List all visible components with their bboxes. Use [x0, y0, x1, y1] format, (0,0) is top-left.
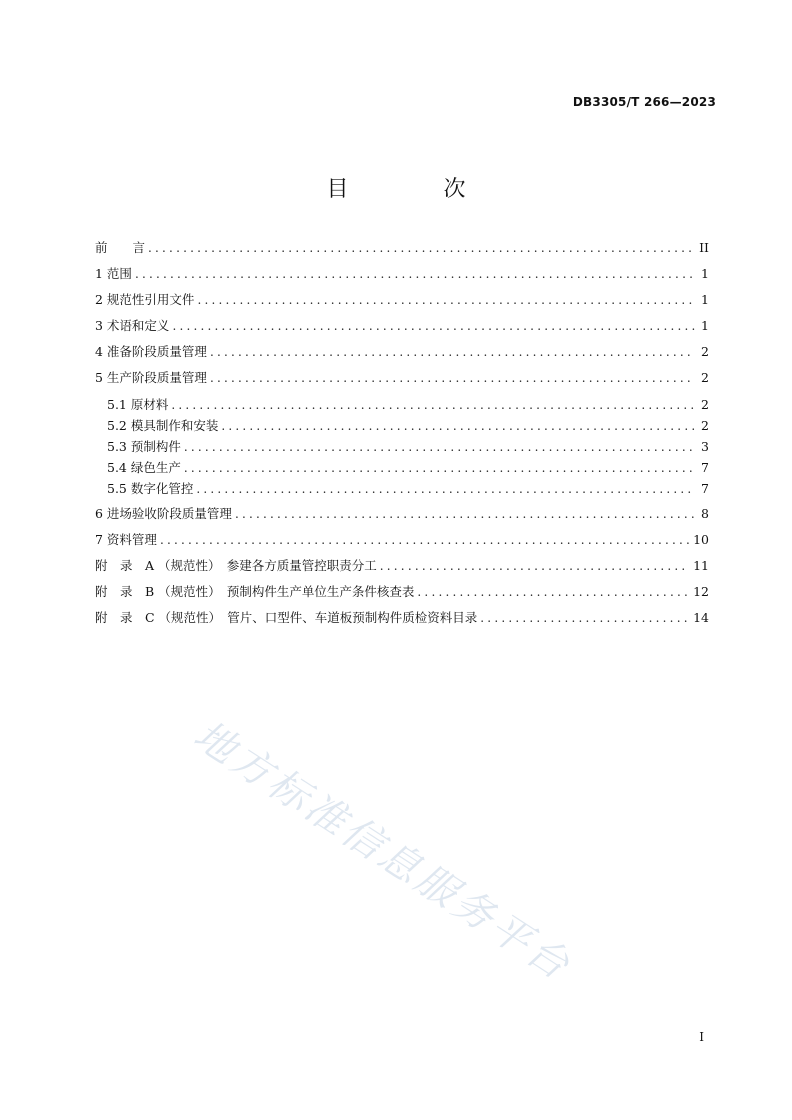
- toc-entry-label: 1 范围: [95, 266, 132, 281]
- toc-entry-page: 1: [701, 266, 709, 281]
- toc-leader-dots: [184, 436, 695, 458]
- toc-leader-dots: [196, 478, 695, 500]
- document-code: DB3305/T 266—2023: [572, 95, 716, 109]
- toc-entry-preparation-stage[interactable]: [95, 341, 709, 363]
- toc-entry-page: 2: [701, 397, 709, 412]
- toc-entry-page: 2: [701, 370, 709, 385]
- toc-entry-label: 7 资料管理: [95, 532, 157, 547]
- toc-entry-label: 附 录 C （规范性） 管片、口型件、车道板预制构件质检资料目录: [95, 610, 478, 625]
- toc-entry-page: 11: [693, 558, 709, 573]
- toc-entry-terms[interactable]: [95, 315, 709, 337]
- toc-entry-label: 附 录 A （规范性） 参建各方质量管控职责分工: [95, 558, 377, 573]
- toc-entry-mold-fabrication[interactable]: [107, 415, 709, 437]
- toc-entry-label: 5.4 绿色生产: [107, 460, 181, 475]
- toc-entry-digital-control[interactable]: [107, 478, 709, 500]
- toc-entry-appendix-b[interactable]: [95, 581, 709, 603]
- toc-entry-green-production[interactable]: [107, 457, 709, 479]
- toc-entry-page: 12: [693, 584, 709, 599]
- toc-entry-label: 4 准备阶段质量管理: [95, 344, 207, 359]
- toc-entry-foreword[interactable]: [95, 237, 709, 259]
- toc-entry-label: 前 言: [95, 240, 146, 255]
- toc-entry-scope[interactable]: [95, 263, 709, 285]
- toc-entry-appendix-a[interactable]: [95, 555, 709, 577]
- toc-leader-dots: [417, 581, 689, 603]
- toc-leader-dots: [148, 237, 695, 259]
- toc-entry-page: 14: [693, 610, 709, 625]
- toc-leader-dots: [210, 341, 695, 363]
- toc-entry-page: 10: [693, 532, 709, 547]
- toc-entry-raw-materials[interactable]: [107, 394, 709, 416]
- toc-entry-appendix-c[interactable]: [95, 607, 709, 629]
- toc-leader-dots: [171, 394, 695, 416]
- toc-entry-label: 3 术语和定义: [95, 318, 170, 333]
- toc-entry-page: 1: [701, 318, 709, 333]
- watermark-text: 地方标准信息服务平台: [185, 712, 580, 991]
- toc-entry-page: 1: [701, 292, 709, 307]
- toc-entry-label: 5 生产阶段质量管理: [95, 370, 207, 385]
- toc-entry-page: 7: [701, 481, 709, 496]
- toc-leader-dots: [210, 367, 695, 389]
- toc-title: 目 次: [326, 177, 510, 202]
- toc-entry-page: 2: [701, 344, 709, 359]
- toc-entry-precast-components[interactable]: [107, 436, 709, 458]
- toc-leader-dots: [235, 503, 695, 525]
- toc-entry-label: 5.2 模具制作和安装: [107, 418, 219, 433]
- toc-leader-dots: [221, 415, 695, 437]
- toc-entry-page: 7: [701, 460, 709, 475]
- toc-leader-dots: [197, 289, 695, 311]
- toc-entry-label: 5.1 原材料: [107, 397, 169, 412]
- toc-entry-normative-references[interactable]: [95, 289, 709, 311]
- toc-entry-page: II: [699, 240, 709, 255]
- toc-leader-dots: [135, 263, 695, 285]
- toc-leader-dots: [480, 607, 689, 629]
- toc-entry-label: 附 录 B （规范性） 预制构件生产单位生产条件核查表: [95, 584, 415, 599]
- page-number: I: [699, 1030, 704, 1044]
- toc-entry-label: 6 进场验收阶段质量管理: [95, 506, 232, 521]
- toc-leader-dots: [160, 529, 689, 551]
- toc-entry-label: 2 规范性引用文件: [95, 292, 195, 307]
- toc-entry-label: 5.5 数字化管控: [107, 481, 194, 496]
- toc-entry-production-stage[interactable]: [95, 367, 709, 389]
- toc-entry-page: 3: [701, 439, 709, 454]
- toc-entry-records-management[interactable]: [95, 529, 709, 551]
- toc-entry-page: 2: [701, 418, 709, 433]
- toc-leader-dots: [380, 555, 689, 577]
- toc-leader-dots: [172, 315, 695, 337]
- toc-entry-page: 8: [701, 506, 709, 521]
- toc-leader-dots: [184, 457, 695, 479]
- toc-entry-acceptance-stage[interactable]: [95, 503, 709, 525]
- toc-entry-label: 5.3 预制构件: [107, 439, 181, 454]
